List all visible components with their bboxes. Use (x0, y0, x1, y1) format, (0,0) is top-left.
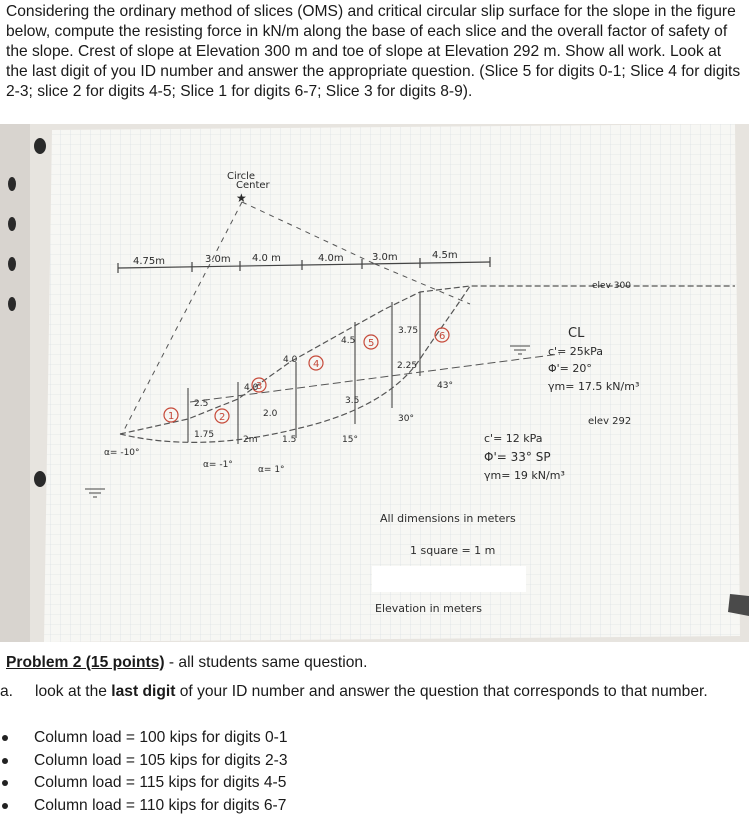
slice-2-label: 2 (219, 412, 226, 423)
height-4-0-a: 4.0 (244, 383, 259, 393)
problem-title: Problem 2 (15 points) (6, 654, 165, 671)
bullet-icon (2, 758, 8, 764)
height-1-75: 1.75 (194, 430, 215, 440)
height-4-0-b: 4.0 (283, 355, 298, 365)
bullet-icon (2, 803, 8, 809)
note-elevation: Elevation in meters (375, 602, 482, 615)
angle-slice-3: α= 1° (258, 465, 285, 475)
layer1-unit-weight: γm= 17.5 kN/m³ (548, 380, 640, 393)
width-label-5: 3.0m (372, 252, 398, 263)
redaction-box (372, 566, 526, 592)
width-label-2: 3.0m (205, 254, 231, 265)
elevation-toe: elev 292 (588, 416, 632, 427)
slope-figure-photo (0, 124, 749, 642)
problem-subtitle: - all students same question. (164, 654, 368, 671)
slice-5-label: 5 (368, 338, 375, 349)
height-2m: 2m (243, 435, 258, 445)
note-square: 1 square = 1 m (410, 544, 496, 557)
height-4-5: 4.5 (341, 336, 356, 346)
layer1-cohesion: c'= 25kPa (548, 345, 604, 358)
circle-label: Circle (227, 171, 256, 182)
bullet-icon (2, 735, 8, 741)
note-dimensions: All dimensions in meters (380, 512, 516, 525)
problem-heading (6, 654, 367, 672)
height-1-5: 1.5 (282, 435, 297, 445)
slice-6-label: 6 (439, 331, 446, 342)
width-label-3: 4.0 m (252, 253, 281, 264)
width-label-4: 4.0m (318, 253, 344, 264)
slice-1-label: 1 (168, 411, 175, 422)
bullet-icon (2, 780, 8, 786)
slice-4-label: 4 (313, 359, 320, 370)
height-2-0: 2.0 (263, 409, 278, 419)
angle-slice-5: 30° (398, 414, 414, 424)
height-3-75: 3.75 (398, 326, 419, 336)
layer2-friction: Φ'= 33° SP (484, 450, 551, 464)
angle-slice-1: α= -10° (104, 448, 140, 458)
elevation-crest: elev 300 (592, 281, 631, 291)
layer2-unit-weight: γm= 19 kN/m³ (484, 469, 565, 482)
height-2-25: 2.25 (397, 361, 418, 371)
question-text: look at the last digit of your ID number and answer the question that corresponds to that number. (35, 683, 708, 700)
layer1-friction: Φ'= 20° (548, 362, 592, 375)
slice-3-label: 3 (256, 381, 263, 392)
width-label-6: 4.5m (432, 250, 458, 261)
angle-slice-2: α= -1° (203, 460, 233, 470)
height-2-5: 2.5 (194, 399, 209, 409)
layer1-name: CL (568, 326, 585, 341)
angle-slice-6: 43° (437, 381, 453, 391)
question-marker: a. (0, 683, 14, 700)
width-label-1: 4.75m (133, 256, 166, 267)
angle-slice-4: 15° (342, 435, 358, 445)
intro-paragraph: Considering the ordinary method of slices (OMS) and critical circular slip surface for the slope in the figure below, compute the resisting force in kN/m along the base of each slice and the overall factor of safety of the slope. Crest of slope at Elevation 300 m and toe of slope at Elevation 292 m. Show all work. Look at the last digit of you ID number and answer the appropriate question. (Slice 5 for digits 0-1; Slice 4 for digits 2-3; slice 2 for digits 4-5; Slice 1 for digits 6-7; Slice 3 for digits 8-9). (6, 3, 741, 100)
circle-center-star: ★ (236, 191, 247, 205)
height-3-5: 3.5 (345, 396, 360, 406)
center-label: Center (236, 180, 270, 191)
layer2-cohesion: c'= 12 kPa (484, 432, 543, 445)
